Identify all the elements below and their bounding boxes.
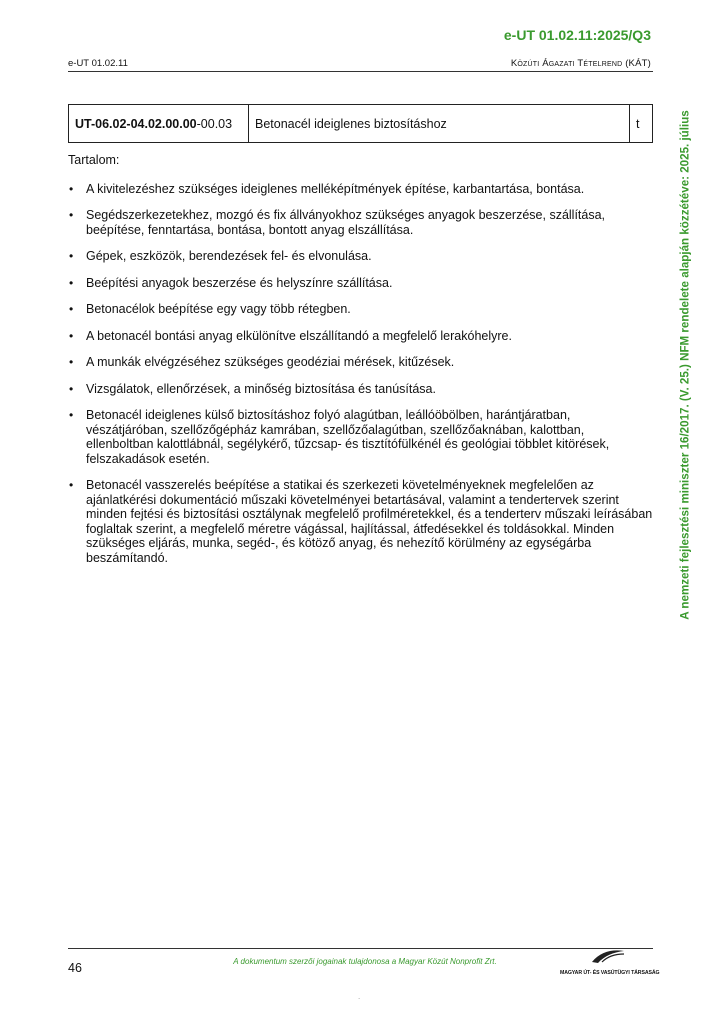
list-item xyxy=(68,182,653,197)
publisher-name: MAGYAR ÚT- ÉS VASÚTÜGYI TÁRSASÁG xyxy=(560,970,660,976)
list-item-text: Betonacél ideiglenes külső biztosításhoz folyó alagútban, leállóöbölben, harántjáratban, vészátjáróban, szellőzőgépház kamrában, szellőzőalagútban, szellőzőaknában, kalottban, ellenboltban kalottlábnál, segélykérő, tűzcsap- és tisztítófülkénél és geológiai többlet kitörések, felszakadások esetén. xyxy=(86,408,610,466)
list-item-text: Betonacél vasszerelés beépítése a statikai és szerkezeti követelményeknek megfelelően az ajánlatkérési dokumentáció műszaki követelményei betartásával, valamint a tendertervek szerint minden fejtési és biztosítási osztálynak megfelelő profilméretekkel, és a tenderterv műszaki leírásában foglaltak szerint, a megfelelő méretre vágással, hajlítással, átfedésekkel és toldásokkal. Minden szükséges eljárás, munka, segéd-, és kötöző anyag, és nehezítő körülmény az egységárba beszámítandó. xyxy=(86,478,653,565)
item-code-cell xyxy=(69,105,249,143)
header-left-code: e-UT 01.02.11 xyxy=(68,58,128,69)
list-item xyxy=(68,329,653,344)
bullet-icon: • xyxy=(69,408,74,422)
item-row xyxy=(69,105,653,143)
list-item-text: Beépítési anyagok beszerzése és helyszínre szállítása. xyxy=(86,275,393,290)
content-bullet-list xyxy=(68,182,653,566)
item-code-main: UT-06.02-04.02.00.00 xyxy=(75,116,197,131)
list-item-text: A kivitelezéshez szükséges ideiglenes melléképítmények építése, karbantartása, bontása. xyxy=(86,181,585,196)
list-item xyxy=(68,249,653,264)
list-item-text: Betonacélok beépítése egy vagy több rétegben. xyxy=(86,302,351,316)
list-item-text: A betonacél bontási anyag elkülönítve elszállítandó a megfelelő lerakóhelyre. xyxy=(86,328,512,343)
bullet-icon: • xyxy=(69,249,74,263)
bullet-icon: • xyxy=(69,478,74,492)
bullet-icon: • xyxy=(69,381,74,396)
item-code-suffix: -00.03 xyxy=(196,116,233,131)
item-table xyxy=(68,104,653,143)
bullet-icon: • xyxy=(69,208,74,222)
header-right-title: Közúti Ágazati Tételrend (KÁT) xyxy=(510,58,651,69)
bullet-icon: • xyxy=(69,275,74,290)
copyright-notice: A dokumentum szerzői jogainak tulajdonosa a Magyar Közút Nonprofit Zrt. xyxy=(233,957,497,966)
side-note-text: A nemzeti fejlesztési miniszter 16/2017. (V. 25.) NFM rendelete alapján közzétéve: 2025. július xyxy=(678,109,692,620)
bullet-icon: • xyxy=(69,355,74,369)
content-heading: Tartalom: xyxy=(68,153,120,167)
list-item xyxy=(68,408,653,466)
bullet-icon: • xyxy=(69,302,74,316)
header-divider xyxy=(68,71,653,72)
list-item xyxy=(68,208,653,237)
list-item-text: A munkák elvégzéséhez szükséges geodéziai mérések, kitűzések. xyxy=(86,355,455,369)
bottom-mark: . xyxy=(358,992,361,1001)
list-item-text: Gépek, eszközök, berendezések fel- és elvonulása. xyxy=(86,249,372,263)
page-number: 46 xyxy=(68,961,82,975)
list-item xyxy=(68,276,653,291)
publication-side-note xyxy=(676,96,694,633)
list-item xyxy=(68,355,653,370)
list-item xyxy=(68,302,653,317)
document-code: e-UT 01.02.11:2025/Q3 xyxy=(503,27,651,43)
list-item-text: Vizsgálatok, ellenőrzések, a minőség biztosítása és tanúsítása. xyxy=(86,381,436,396)
content-section xyxy=(68,153,653,577)
road-swoosh-icon xyxy=(590,948,626,964)
bullet-icon: • xyxy=(69,181,74,196)
list-item xyxy=(68,382,653,397)
item-unit: t xyxy=(630,105,653,143)
list-item-text: Segédszerkezetekhez, mozgó és fix állványokhoz szükséges anyagok beszerzése, szállítása, beépítése, fenntartása, bontása, bontott anyag elszállítása. xyxy=(86,208,606,237)
list-item xyxy=(68,478,653,565)
publisher-logo xyxy=(560,946,660,976)
item-description: Betonacél ideiglenes biztosításhoz xyxy=(249,105,630,143)
bullet-icon: • xyxy=(69,328,74,343)
